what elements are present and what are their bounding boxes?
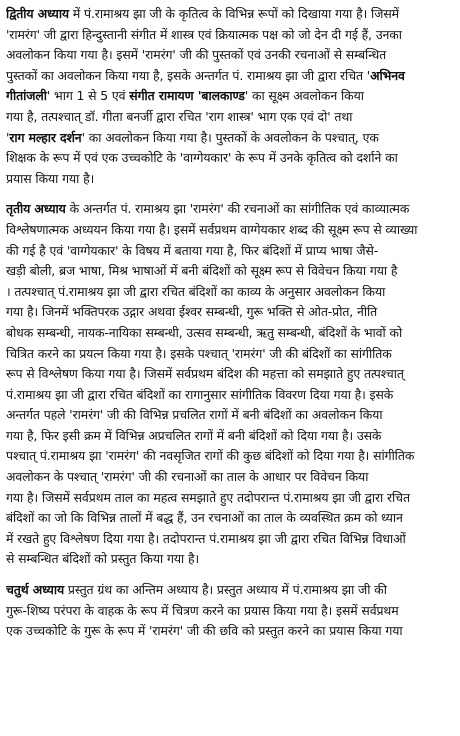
text-segment: में रखते हुए विश्लेषण दिया गया है। तदोपरान्त पं.रामाश्रय झा जी द्वारा रचित विभिन्न विधाओं	[6, 530, 406, 546]
text-segment: चित्रित करने का प्रयत्न किया गया है। इसके पश्चात् 'रामरंग' जी की बंदिशों का सांगीतिक	[6, 345, 392, 361]
text-segment: बोधक सम्बन्धी, नायक-नायिका सम्बन्धी, उत्सव सम्बन्धी, ऋतु सम्बन्धी, बंदिशों के भावों को	[6, 324, 403, 340]
text-line	[6, 220, 452, 241]
paragraph-gap	[6, 570, 452, 580]
text-segment: पुस्तकों का अवलोकन किया गया है, इसके अन्तर्गत पं. रामाश्रय झा जी द्वारा रचित '	[6, 67, 371, 83]
text-segment: में पं.रामाश्रय झा जी के कृतित्व के विभिन्न रूपों को दिखाया गया है। जिसमें	[69, 6, 399, 21]
text-line	[6, 344, 452, 365]
text-segment: । तत्पश्चात् पं.रामाश्रय झा जी द्वारा रचित बंदिशों का काव्य के अनुसार अवलोकन किया	[6, 283, 386, 299]
text-line	[6, 385, 452, 406]
text-segment: बंदिशों का जो कि विभिन्न तालों में बद्ध हैं, उन रचनाओं का ताल के व्यवस्थित क्रम को ध्यान	[6, 510, 403, 526]
text-segment: अन्तर्गत पहले 'रामरंग' जी की विभिन्न प्रचलित रागों में बनी बंदिशों का अवलोकन किया	[6, 407, 383, 423]
bold-text-segment: अभिनव	[370, 67, 405, 83]
text-line	[6, 169, 452, 190]
text-segment: गया है। जिसमें सर्वप्रथम ताल का महत्व समझाते हुए तदोपरान्त पं.रामाश्रय झा जी द्वारा रचित	[6, 489, 410, 505]
text-segment: ' का अवलोकन किया गया है। पुस्तकों के अवलोकन के पश्चात्, एक	[81, 129, 379, 145]
text-line	[6, 323, 452, 344]
text-line	[6, 282, 452, 303]
bold-text-segment: चतुर्थ अध्याय	[6, 582, 65, 598]
text-line	[6, 364, 452, 385]
text-segment: प्रयास किया गया है।	[6, 170, 95, 186]
text-segment: अवलोकन के पश्चात् 'रामरंग' जी की रचनाओं का ताल के आधार पर विवेचन किया	[6, 469, 369, 485]
bold-text-segment: द्वितीय अध्याय	[6, 6, 70, 21]
text-line	[6, 25, 452, 46]
text-line	[6, 467, 452, 488]
paragraph-chapter-2	[6, 4, 452, 189]
text-segment: प्रस्तुत ग्रंथ का अन्तिम अध्याय है। प्रस्तुत अध्याय में पं.रामाश्रय झा जी की	[64, 582, 387, 598]
text-line	[6, 529, 452, 550]
text-segment: गया है, फिर इसी क्रम में विभिन्न अप्रचलित रागों में बनी बंदिशों को दिया गया है। उसके	[6, 427, 382, 443]
text-line	[6, 45, 452, 66]
text-line	[6, 601, 452, 622]
text-segment: अवलोकन किया गया है। इसमें 'रामरंग' जी की पुस्तकों एवं उनकी रचनाओं से सम्बन्धित	[6, 47, 387, 63]
text-segment: विश्लेषणात्मक अध्ययन किया गया है। इसमें सर्वप्रथम वाग्गेयकार शब्द की सूक्ष्म रूप से व्याख्या	[6, 221, 418, 237]
text-line	[6, 107, 452, 128]
text-segment: की गई है एवं 'वाग्गेयकार' के विषय में बताया गया है, फिर बंदिशों में प्राप्य भाषा जैसे-	[6, 242, 379, 258]
text-line	[6, 199, 452, 220]
paragraph-chapter-3	[6, 199, 452, 570]
bold-text-segment: गीतांजली	[6, 88, 47, 104]
text-line	[6, 4, 452, 25]
text-segment: शिक्षक के रूप में एवं एक उच्चकोटि के 'वाग्गेयकार' के रूप में उनके कृतित्व को दर्शाने का	[6, 150, 398, 166]
text-line	[6, 148, 452, 169]
text-segment: गया है, तत्पश्चात् डॉ. गीता बनर्जी द्वारा रचित 'राग शास्त्र' भाग एक एवं दो' तथा	[6, 108, 353, 124]
text-line	[6, 446, 452, 467]
text-segment: ' का सूक्ष्म अवलोकन किया	[244, 88, 364, 104]
text-segment: एक उच्चकोटि के गुरू के रूप में 'रामरंग' जी की छवि को प्रस्तुत करने का प्रयास किया गया	[6, 623, 403, 639]
text-line	[6, 549, 452, 570]
text-line	[6, 580, 452, 601]
text-segment: खड़ी बोली, ब्रज भाषा, मिश्र भाषाओं में बनी बंदिशों को सूक्ष्म रूप से विवेचन किया गया है	[6, 263, 398, 279]
text-segment: 'रामरंग' जी द्वारा हिन्दुस्तानी संगीत में शास्त्र एवं क्रियात्मक पक्ष को जो देन दी गई हैं, उनका	[6, 26, 402, 42]
paragraph-chapter-4	[6, 580, 452, 642]
text-segment: गुरू-शिष्य परंपरा के वाहक के रूप में चित्रण करने का प्रयास किया गया है। इसमें सर्वप्रथम	[6, 602, 399, 618]
paragraph-gap	[6, 189, 452, 199]
text-line	[6, 621, 452, 642]
bold-text-segment: संगीत रामायण 'बालकाण्ड	[129, 88, 245, 104]
text-line	[6, 86, 452, 107]
text-line	[6, 426, 452, 447]
text-line	[6, 66, 452, 87]
text-line	[6, 488, 452, 509]
text-segment: पश्चात् पं.रामाश्रय झा 'रामरंग' की नवसृजित रागों की कुछ बंदिशों को दिया गया है। सांगीतिक	[6, 448, 415, 464]
text-line	[6, 128, 452, 149]
document-page	[6, 4, 452, 732]
text-line	[6, 241, 452, 262]
text-segment: ' भाग 1 से 5 एवं	[46, 88, 130, 104]
text-segment: से सम्बन्धित बंदिशों को प्रस्तुत किया गया है।	[6, 551, 200, 567]
text-line	[6, 261, 452, 282]
bold-text-segment: तृतीय अध्याय	[6, 201, 66, 217]
bold-text-segment: राग मल्हार दर्शन	[9, 129, 82, 145]
text-segment: रूप से विश्लेषण किया गया है। जिसमें सर्वप्रथम बंदिश की महत्ता को समझाते हुए तत्पश्चात्	[6, 366, 404, 382]
text-line	[6, 302, 452, 323]
text-segment: '	[6, 129, 10, 145]
text-segment: गया है। जिनमें भक्तिपरक उद्गार अथवा ईश्वर सम्बन्धी, गुरू भक्ति से ओत-प्रोत, नीति	[6, 304, 378, 320]
text-segment: के अन्तर्गत पं. रामाश्रय झा 'रामरंग' की रचनाओं का सांगीतिक एवं काव्यात्मक	[65, 201, 410, 217]
text-line	[6, 405, 452, 426]
text-segment: पं.रामाश्रय झा जी द्वारा रचित बंदिशों का रागानुसार सांगीतिक विवरण दिया गया है। इसके	[6, 386, 394, 402]
text-line	[6, 508, 452, 529]
